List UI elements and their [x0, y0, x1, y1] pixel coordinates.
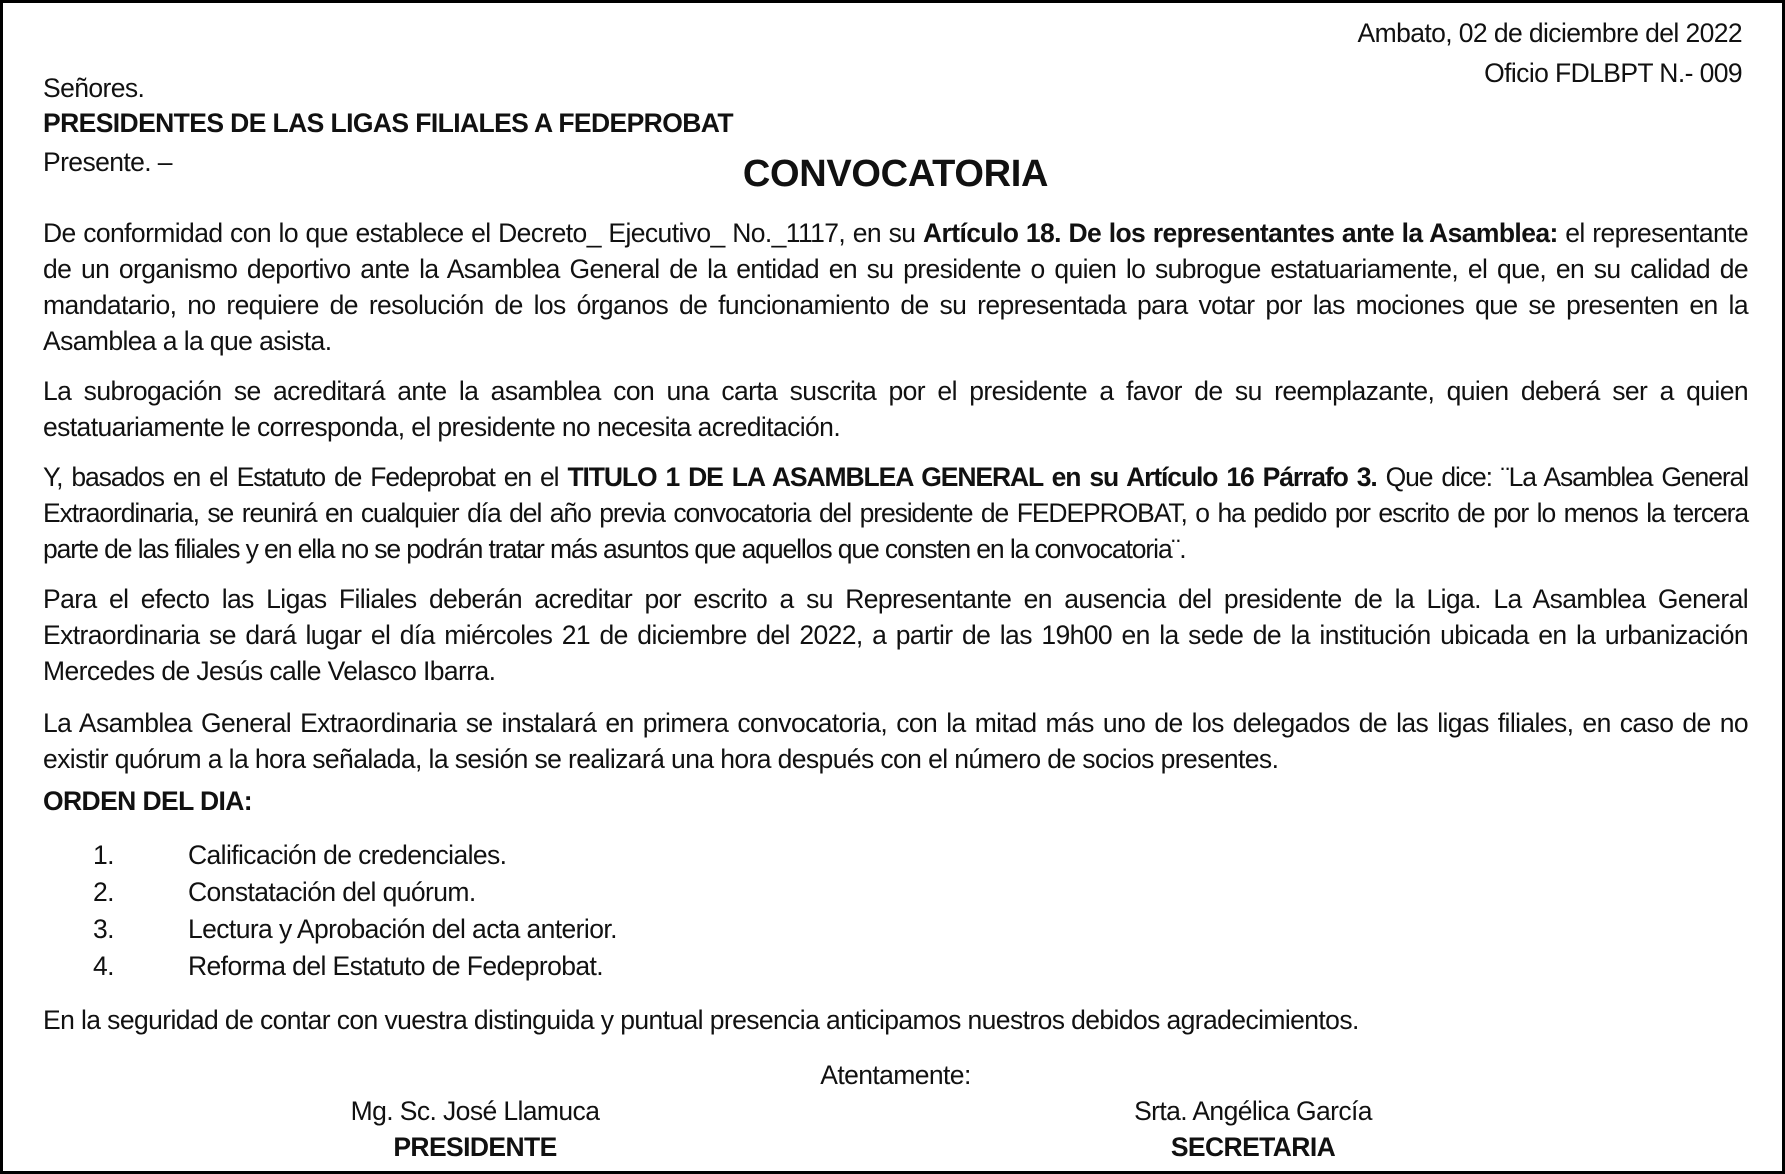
- signature-role: PRESIDENTE: [393, 1132, 557, 1162]
- signoff: Atentamente:: [820, 1060, 971, 1090]
- paragraph-1-bold: Artículo 18. De los representantes ante la Asamblea:: [922, 218, 1558, 248]
- agenda-heading: ORDEN DEL DIA:: [43, 786, 253, 816]
- agenda-item-text: Constatación del quórum.: [188, 877, 476, 907]
- agenda-item-text: Reforma del Estatuto de Fedeprobat.: [188, 951, 604, 981]
- paragraph-3-text-post: Que dice: ¨La Asamblea General Extraordinaria, se reunirá en cualquier día del año previa convocatoria del presidente de FEDEPROBAT, o ha pedido por escrito de por lo menos la tercera parte de las filiales y en ella no se podrán tratar más asuntos que aquellos que consten en la convocatoria¨.: [43, 462, 1748, 564]
- paragraph-3-text-pre: Y, basados en el Estatuto de Fedeprobat en el: [43, 462, 568, 492]
- signature-name: Mg. Sc. José Llamuca: [350, 1096, 600, 1126]
- paragraph-1-text-pre: De conformidad con lo que establece el Decreto_ Ejecutivo_ No._1117, en su: [43, 218, 923, 248]
- paragraph-5: La Asamblea General Extraordinaria se instalará en primera convocatoria, con la mitad más uno de los delegados de las ligas filiales, en caso de no existir quórum a la hora señalada, la sesión se realizará una hora después con el número de socios presentes.: [43, 708, 1748, 774]
- agenda-item-number: 3.: [93, 914, 114, 944]
- agenda-item-text: Calificación de credenciales.: [188, 840, 507, 870]
- signature-president: [195, 1093, 755, 1165]
- agenda-item-number: 1.: [93, 840, 114, 870]
- agenda-item-number: 2.: [93, 877, 114, 907]
- place-date: Ambato, 02 de diciembre del 2022: [1357, 18, 1742, 48]
- signature-name: Srta. Angélica García: [1134, 1096, 1372, 1126]
- addressee: PRESIDENTES DE LAS LIGAS FILIALES A FEDEPROBAT: [43, 108, 733, 138]
- salutation: Señores.: [43, 73, 145, 103]
- paragraph-3: [43, 459, 1748, 567]
- paragraph-3-bold: TITULO 1 DE LA ASAMBLEA GENERAL en su Artículo 16 Párrafo 3.: [567, 462, 1377, 492]
- presente: Presente. –: [43, 147, 172, 177]
- paragraph-4: Para el efecto las Ligas Filiales deberán acreditar por escrito a su Representante en ausencia del presidente de la Liga. La Asamblea General Extraordinaria se dará lugar el día miércoles 21 de diciembre del 2022, a partir de las 19h00 en la sede de la institución ubicada en la urbanización Mercedes de Jesús calle Velasco Ibarra.: [43, 584, 1748, 686]
- document-title: CONVOCATORIA: [742, 153, 1049, 195]
- oficio-number: Oficio FDLBPT N.- 009: [1484, 58, 1742, 88]
- paragraph-2: La subrogación se acreditará ante la asamblea con una carta suscrita por el presidente a favor de su reemplazante, quien deberá ser a quien estatuariamente le corresponda, el presidente no necesita acreditación.: [43, 376, 1748, 442]
- agenda-item-number: 4.: [93, 951, 114, 981]
- paragraph-1: [43, 215, 1748, 359]
- signature-role: SECRETARIA: [1170, 1132, 1336, 1162]
- paragraph-1-text-post: el representante de un organismo deportivo ante la Asamblea General de la entidad en su presidente o quien lo subrogue estatuariamente, el que, en su calidad de mandatario, no requiere de resolución de los órganos de funcionamiento de su representada para votar por las mociones que se presenten en la Asamblea a la que asista.: [43, 218, 1748, 356]
- agenda-item-text: Lectura y Aprobación del acta anterior.: [188, 914, 617, 944]
- signature-secretary: [973, 1093, 1533, 1165]
- closing-text: En la seguridad de contar con vuestra distinguida y puntual presencia anticipamos nuestros debidos agradecimientos.: [43, 1005, 1359, 1035]
